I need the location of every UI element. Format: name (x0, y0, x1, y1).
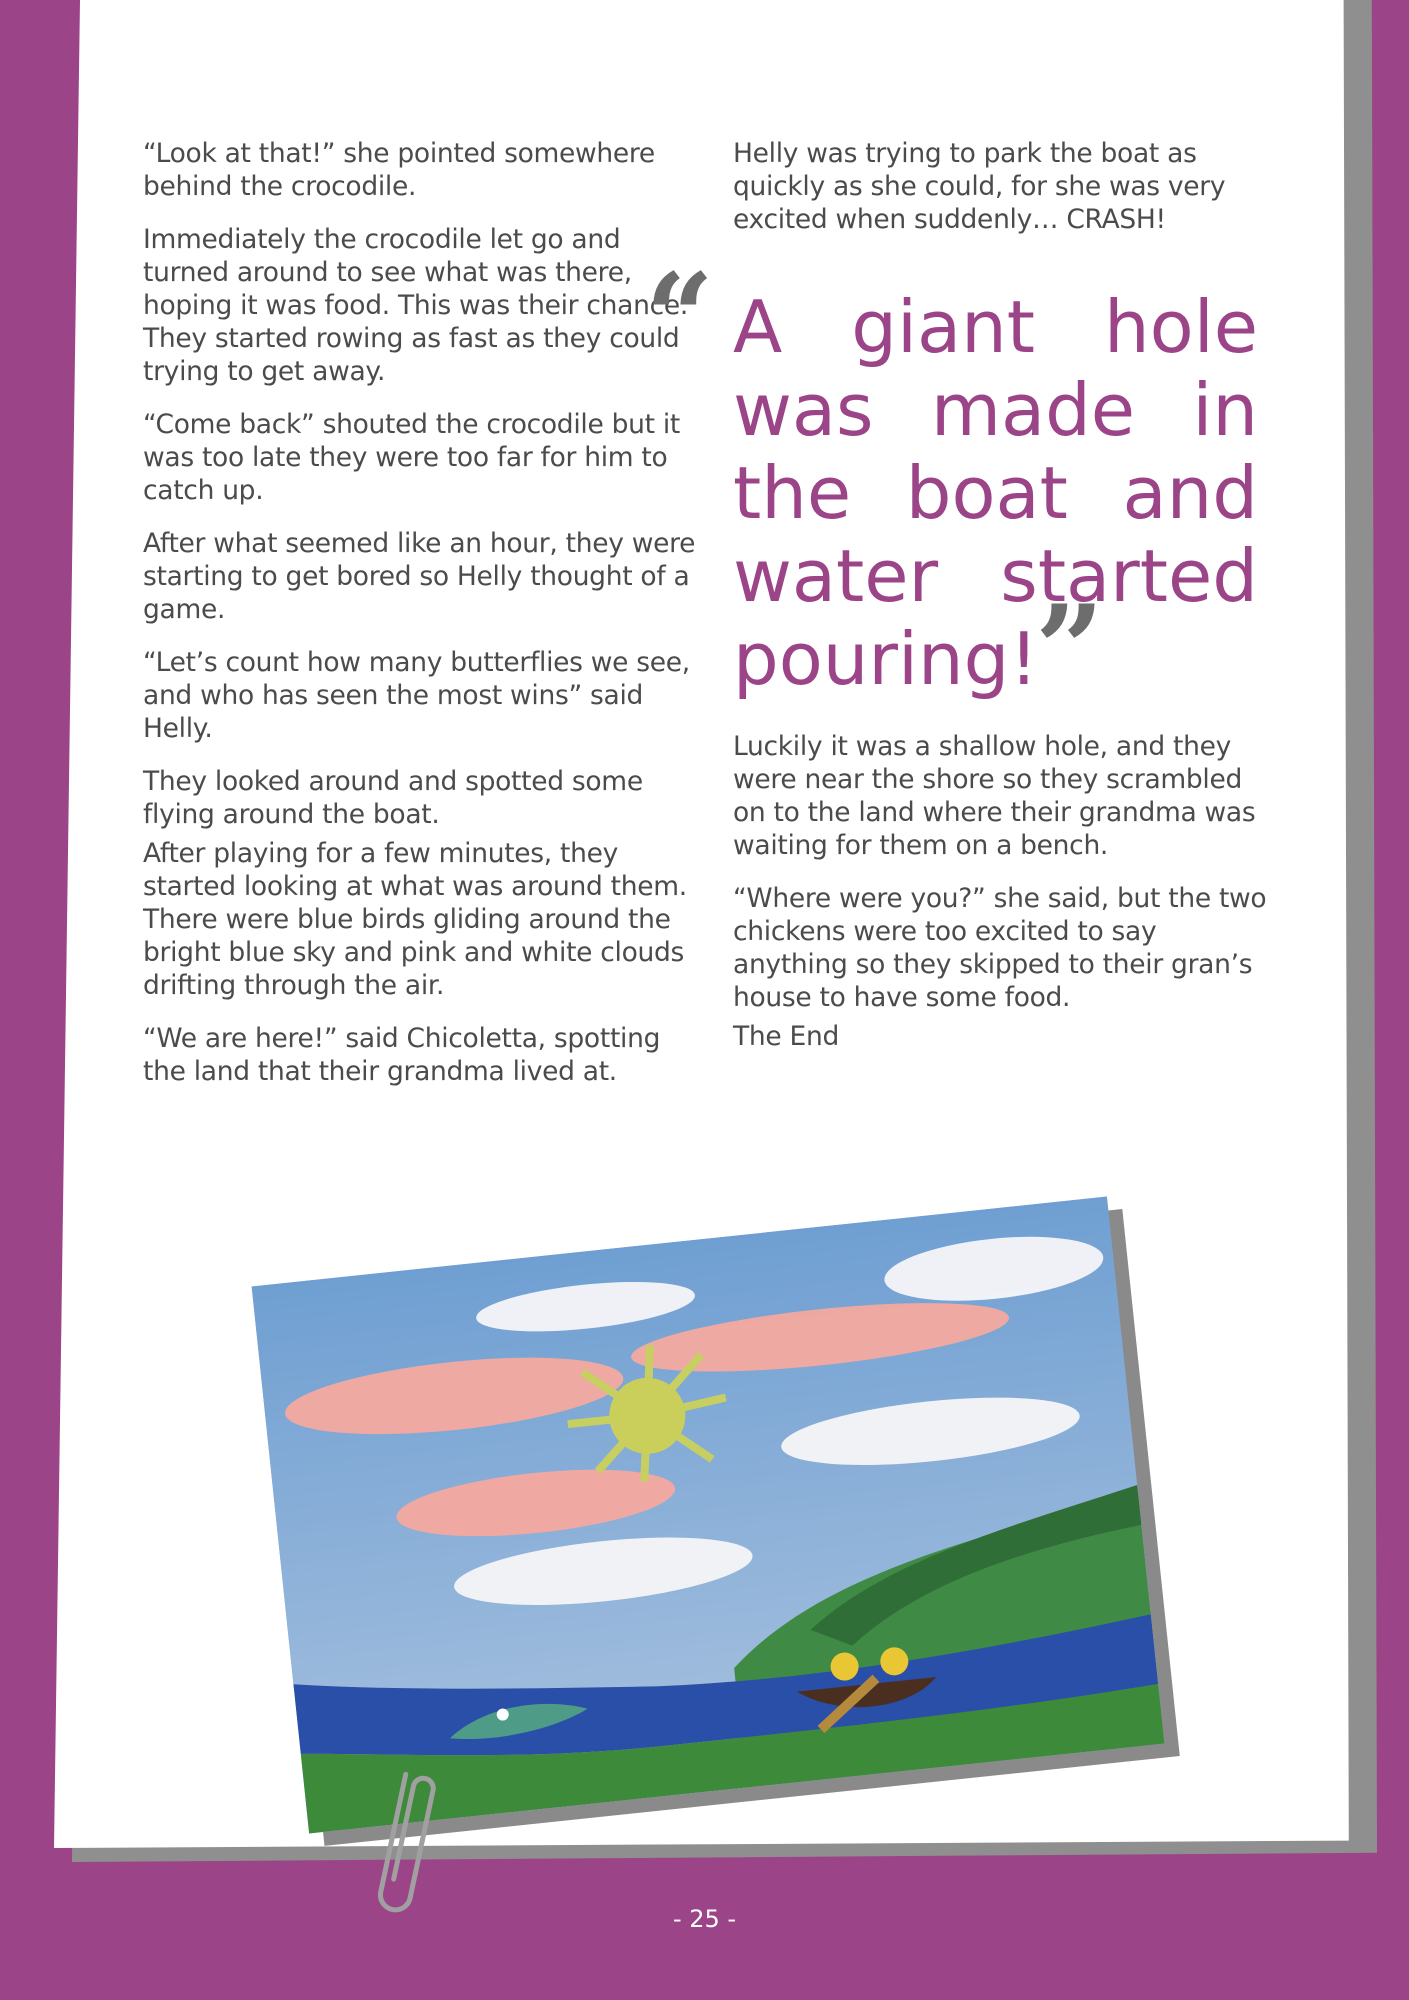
painting-svg (252, 1197, 1165, 1834)
paragraph: Helly was trying to park the boat as quickly as she could, for she was very excited when suddenly… CRASH! (733, 138, 1226, 235)
right-column-bottom (733, 730, 1273, 1073)
paragraph: “Come back” shouted the crocodile but it was too late they were too far for him to catch up. (143, 409, 680, 506)
paragraph: After what seemed like an hour, they were starting to get bored so Helly thought of a game. (143, 528, 696, 625)
paragraph: Luckily it was a shallow hole, and they were near the shore so they scrambled on to the land where their grandma was waiting for them on a bench. (733, 731, 1256, 861)
painting-canvas (252, 1197, 1165, 1834)
paragraph: “Look at that!” she pointed somewhere behind the crocodile. (143, 138, 655, 202)
paragraph: After playing for a few minutes, they started looking at what was around them. There were blue birds gliding around the bright blue sky and pink and white clouds drifting through the air. (143, 838, 687, 1001)
paragraph: “We are here!” said Chicoletta, spotting the land that their grandma lived at. (143, 1023, 661, 1087)
painting-image (252, 1197, 1165, 1834)
page-number: - 25 - (672, 1905, 737, 1933)
open-quote-mark: “ (645, 247, 715, 388)
paragraph: “Let’s count how many butterflies we see, and who has seen the most wins” said Helly. (143, 647, 690, 744)
paragraph: “Where were you?” she said, but the two chickens were too excited to say anything so they skipped to their gran’s house to have some food. (733, 883, 1267, 1013)
left-column (143, 137, 703, 1108)
right-column-top (733, 137, 1273, 256)
paragraph: They looked around and spotted some flying around the boat. (143, 766, 643, 830)
paragraph: The End (733, 1021, 839, 1052)
paragraph: Immediately the crocodile let go and turned around to see what was there, hoping it was food. This was their chance. They started rowing as fast as they could trying to get away. (143, 224, 688, 387)
pull-quote: A giant hole was made in the boat and water started pouring! (733, 285, 1258, 701)
close-quote-mark: ” (1035, 579, 1105, 720)
